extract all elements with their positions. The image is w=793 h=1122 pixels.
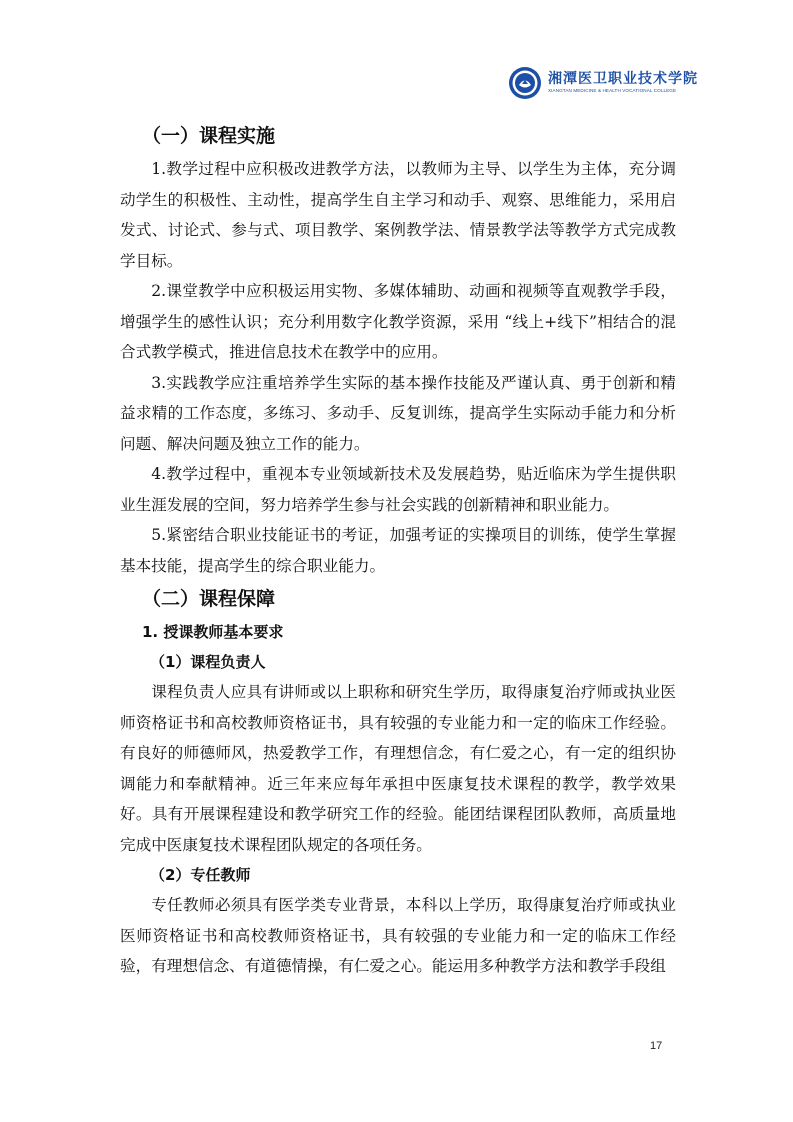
section-title-implementation: （一）课程实施	[142, 125, 276, 147]
paragraph: 3.实践教学应注重培养学生实际的基本操作技能及严谨认真、勇于创新和精益求精的工作态度，多练习、多动手、反复训练，提高学生实际动手能力和分析问题、解决问题及独立工作的能力。	[120, 373, 676, 453]
subsection-title-course-leader: （1）课程负责人	[150, 653, 266, 671]
paragraph: 课程负责人应具有讲师或以上职称和研究生学历，取得康复治疗师或执业医师资格证书和高校教师资格证书，具有较强的专业能力和一定的临床工作经验。有良好的师德师风，热爱教学工作，有理想信念，有仁爱之心，有一定的组织协调能力和奉献精神。近三年来应每年承担中医康复技术课程的教学，教学效果好。具有开展课程建设和教学研究工作的经验。能团结课程团队教师，高质量地完成中医康复技术课程团队规定的各项任务。	[120, 683, 676, 854]
section-title-guarantee: （二）课程保障	[142, 588, 276, 610]
paragraph: 2.课堂教学中应积极运用实物、多媒体辅助、动画和视频等直观教学手段，增强学生的感性认识；充分利用数字化教学资源，采用 “线上+线下”相结合的混合式教学模式，推进信息技术在教学中的应用。	[120, 282, 676, 361]
page-number: 17	[650, 1040, 663, 1052]
logo-english-name: XIANGTAN MEDICINE & HEALTH VOCATIONAL COLLEGE	[548, 88, 677, 94]
paragraph: 5.紧密结合职业技能证书的考证，加强考证的实操项目的训练，使学生掌握基本技能，提高学生的综合职业能力。	[120, 526, 676, 575]
subsection-title-full-time-teacher: （2）专任教师	[150, 866, 251, 884]
college-seal-icon	[508, 66, 542, 100]
paragraph: 4.教学过程中，重视本专业领域新技术及发展趋势，贴近临床为学生提供职业生涯发展的空间，努力培养学生参与社会实践的创新精神和职业能力。	[120, 465, 676, 514]
college-logo	[508, 62, 698, 104]
paragraph: 专任教师必须具有医学类专业背景，本科以上学历，取得康复治疗师或执业医师资格证书和高校教师资格证书，具有较强的专业能力和一定的临床工作经验，有理想信念、有道德情操，有仁爱之心。能运用多种教学方法和教学手段组	[120, 896, 676, 975]
page-body	[120, 118, 676, 982]
subsection-title-teacher-requirements: 1. 授课教师基本要求	[142, 623, 284, 641]
logo-chinese-name: 湘潭医卫职业技术学院	[548, 71, 698, 88]
paragraph: 1.教学过程中应积极改进教学方法，以教师为主导、以学生为主体，充分调动学生的积极性、主动性，提高学生自主学习和动手、观察、思维能力，采用启发式、讨论式、参与式、项目教学、案例教学法、情景教学法等教学方式完成教学目标。	[120, 160, 676, 270]
